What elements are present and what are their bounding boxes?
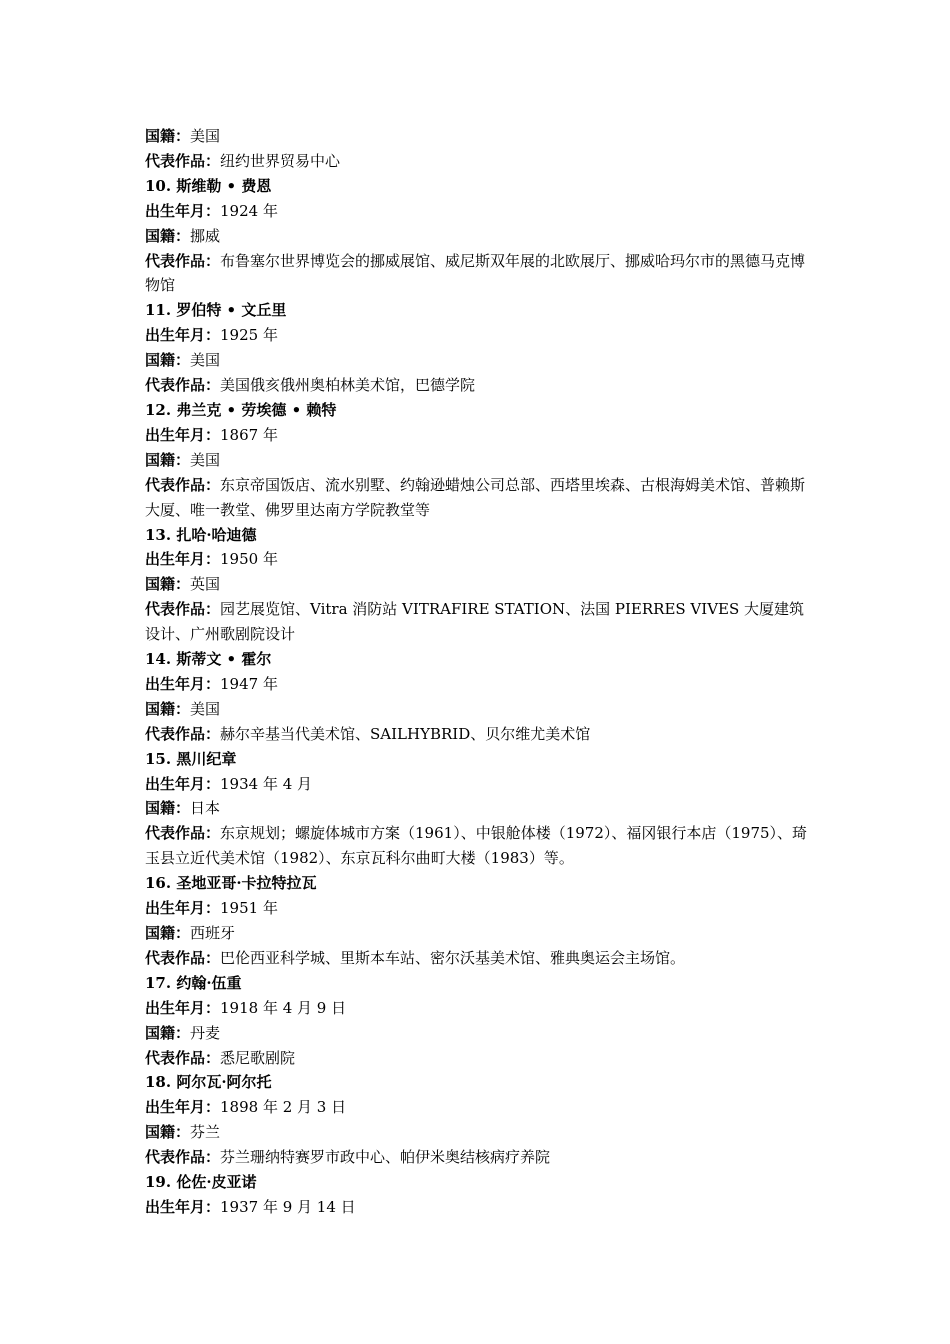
field-label: 国籍： bbox=[145, 799, 191, 818]
field-label: 代表作品： bbox=[145, 475, 221, 494]
field-label: 国籍： bbox=[145, 127, 191, 145]
architect-heading: 18. 阿尔瓦·阿尔托 bbox=[145, 1073, 272, 1092]
field-value: 美国俄亥俄州奥柏林美术馆，巴德学院 bbox=[220, 376, 476, 395]
field-line bbox=[145, 921, 810, 946]
field-label: 出生年月： bbox=[145, 1098, 221, 1117]
architect-heading: 15. 黑川纪章 bbox=[145, 749, 237, 768]
field-label: 出生年月： bbox=[145, 674, 221, 693]
field-value: 巴伦西亚科学城、里斯本车站、密尔沃基美术馆、雅典奥运会主场馆。 bbox=[220, 948, 686, 967]
field-value: 1867 年 bbox=[220, 425, 278, 444]
field-label: 代表作品： bbox=[145, 948, 221, 967]
field-label: 出生年月： bbox=[145, 998, 221, 1017]
field-value: 1947 年 bbox=[220, 674, 278, 693]
field-label: 出生年月： bbox=[145, 1197, 221, 1216]
field-value: 1950 年 bbox=[220, 550, 278, 569]
architect-heading: 16. 圣地亚哥·卡拉特拉瓦 bbox=[145, 874, 317, 893]
field-label: 出生年月： bbox=[145, 201, 221, 220]
field-label: 代表作品： bbox=[145, 376, 221, 395]
field-line bbox=[145, 946, 810, 971]
field-line bbox=[145, 124, 810, 149]
field-value: 布鲁塞尔世界博览会的挪威展馆、威尼斯双年展的北欧展厅、挪威哈玛尔市的黑德马克博物馆 bbox=[145, 251, 806, 295]
field-value: 1898 年 2 月 3 日 bbox=[220, 1098, 347, 1117]
field-line bbox=[145, 1145, 810, 1170]
field-label: 国籍： bbox=[145, 450, 191, 469]
field-value: 芬兰珊纳特赛罗市政中心、帕伊米奥结核病疗养院 bbox=[220, 1148, 551, 1167]
architect-heading: 17. 约翰·伍重 bbox=[145, 973, 242, 992]
architect-heading: 13. 扎哈·哈迪德 bbox=[145, 525, 257, 544]
field-label: 国籍： bbox=[145, 1023, 191, 1042]
field-label: 出生年月： bbox=[145, 425, 221, 444]
field-line bbox=[145, 572, 810, 597]
field-label: 出生年月： bbox=[145, 550, 221, 569]
field-label: 代表作品： bbox=[145, 151, 221, 170]
field-line bbox=[145, 373, 810, 398]
field-line bbox=[145, 323, 810, 348]
field-label: 国籍： bbox=[145, 351, 191, 370]
field-label: 国籍： bbox=[145, 699, 191, 718]
field-value: 美国 bbox=[190, 351, 221, 370]
document-body bbox=[145, 124, 810, 1220]
field-value: 赫尔辛基当代美术馆、SAILHYBRID、贝尔维尤美术馆 bbox=[220, 724, 591, 743]
field-line bbox=[145, 1120, 810, 1145]
field-label: 出生年月： bbox=[145, 774, 221, 793]
field-label: 国籍： bbox=[145, 226, 191, 245]
field-value: 东京帝国饭店、流水别墅、约翰逊蜡烛公司总部、西塔里埃森、古根海姆美术馆、普赖斯大厦、唯一教堂、佛罗里达南方学院教堂等 bbox=[145, 475, 806, 519]
field-value: 1951 年 bbox=[220, 899, 278, 918]
field-line bbox=[145, 597, 810, 647]
field-label: 出生年月： bbox=[145, 326, 221, 345]
field-line bbox=[145, 1046, 810, 1071]
field-line bbox=[145, 1095, 810, 1120]
field-value: 芬兰 bbox=[190, 1123, 221, 1142]
field-label: 国籍： bbox=[145, 1123, 191, 1142]
field-value: 1925 年 bbox=[220, 326, 278, 345]
field-value: 园艺展览馆、Vitra 消防站 VITRAFIRE STATION、法国 PIERRES VIVES 大厦建筑设计、广州歌剧院设计 bbox=[145, 600, 805, 644]
field-line bbox=[145, 896, 810, 921]
field-line bbox=[145, 149, 810, 174]
field-line bbox=[145, 423, 810, 448]
field-value: 纽约世界贸易中心 bbox=[220, 151, 341, 170]
field-line bbox=[145, 1021, 810, 1046]
field-line bbox=[145, 722, 810, 747]
field-value: 1937 年 9 月 14 日 bbox=[220, 1197, 356, 1216]
field-value: 美国 bbox=[190, 699, 221, 718]
architect-heading: 14. 斯蒂文 • 霍尔 bbox=[145, 650, 272, 669]
field-value: 日本 bbox=[190, 799, 221, 818]
field-label: 代表作品： bbox=[145, 824, 221, 843]
architect-heading: 12. 弗兰克 • 劳埃德 • 赖特 bbox=[145, 400, 337, 419]
field-value: 英国 bbox=[190, 575, 221, 594]
field-line bbox=[145, 672, 810, 697]
architect-heading: 11. 罗伯特 • 文丘里 bbox=[145, 301, 287, 320]
field-value: 美国 bbox=[190, 127, 221, 145]
field-value: 东京规划；螺旋体城市方案（1961）、中银舱体楼（1972）、福冈银行本店（1975）、琦玉县立近代美术馆（1982）、东京瓦科尔曲町大楼（1983）等。 bbox=[145, 824, 808, 868]
field-value: 1934 年 4 月 bbox=[220, 774, 313, 793]
field-value: 丹麦 bbox=[190, 1023, 221, 1042]
field-value: 1918 年 4 月 9 日 bbox=[220, 998, 347, 1017]
field-line bbox=[145, 796, 810, 821]
field-line bbox=[145, 547, 810, 572]
field-value: 挪威 bbox=[190, 226, 221, 245]
field-line bbox=[145, 348, 810, 373]
field-line bbox=[145, 249, 810, 299]
architect-heading: 19. 伦佐·皮亚诺 bbox=[145, 1173, 257, 1192]
field-line bbox=[145, 473, 810, 523]
field-line bbox=[145, 996, 810, 1021]
field-label: 代表作品： bbox=[145, 724, 221, 743]
field-label: 代表作品： bbox=[145, 600, 221, 619]
field-line bbox=[145, 821, 810, 871]
field-line bbox=[145, 224, 810, 249]
field-label: 国籍： bbox=[145, 575, 191, 594]
field-line bbox=[145, 697, 810, 722]
field-value: 西班牙 bbox=[190, 924, 236, 942]
field-value: 美国 bbox=[190, 450, 221, 469]
field-label: 出生年月： bbox=[145, 899, 221, 918]
architect-heading: 10. 斯维勒 • 费恩 bbox=[145, 176, 272, 195]
field-line bbox=[145, 199, 810, 224]
field-line bbox=[145, 448, 810, 473]
field-value: 1924 年 bbox=[220, 201, 278, 220]
field-label: 国籍： bbox=[145, 924, 191, 942]
field-line bbox=[145, 1195, 810, 1220]
field-line bbox=[145, 772, 810, 797]
field-label: 代表作品： bbox=[145, 251, 221, 270]
field-value: 悉尼歌剧院 bbox=[220, 1048, 296, 1067]
field-label: 代表作品： bbox=[145, 1148, 221, 1167]
field-label: 代表作品： bbox=[145, 1048, 221, 1067]
